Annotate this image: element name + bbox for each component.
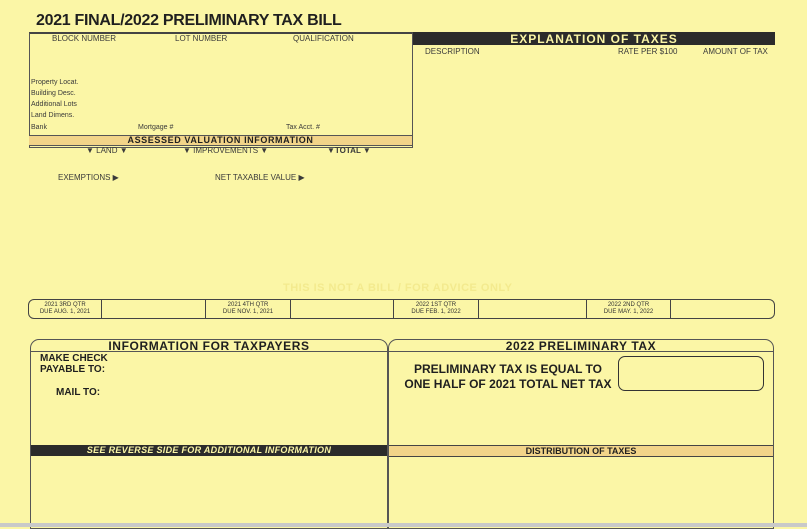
rate-per-100-label: RATE PER $100 <box>618 47 678 56</box>
installment-schedule <box>28 299 775 319</box>
preliminary-tax-header: 2022 PRELIMINARY TAX <box>505 339 657 353</box>
installment-period: 2021 4TH QTR <box>227 302 269 308</box>
property-location-label: Property Locat. <box>31 79 79 86</box>
page-bottom-edge <box>0 523 807 527</box>
installment-q3-2021 <box>29 300 101 318</box>
divider <box>290 300 291 318</box>
payable-to-label: PAYABLE TO: <box>40 364 106 375</box>
installment-period: 2022 2ND QTR <box>607 302 650 308</box>
amount-of-tax-label: AMOUNT OF TAX <box>703 47 768 56</box>
building-description-label: Building Desc. <box>31 90 76 97</box>
installment-period: 2022 1ST QTR <box>415 302 457 308</box>
taxpayer-info-header: INFORMATION FOR TAXPAYERS <box>108 339 310 353</box>
preliminary-note-line1: PRELIMINARY TAX IS EQUAL TO <box>413 362 603 376</box>
preliminary-tax-note <box>389 362 627 392</box>
bill-title: 2021 FINAL/2022 PRELIMINARY TAX BILL <box>36 12 342 29</box>
installment-q4-2021 <box>206 300 290 318</box>
see-reverse-side-banner: SEE REVERSE SIDE FOR ADDITIONAL INFORMATION <box>31 445 387 456</box>
net-taxable-value-label: NET TAXABLE VALUE ▶ <box>215 173 305 182</box>
exemptions-label: EXEMPTIONS ▶ <box>58 173 119 182</box>
installment-due-date: DUE NOV. 1, 2021 <box>222 309 274 315</box>
land-dimensions-label: Land Dimens. <box>31 112 75 119</box>
preliminary-note-line2: ONE HALF OF 2021 TOTAL NET TAX <box>404 377 612 391</box>
installment-q2-2022 <box>587 300 670 318</box>
installment-due-date: DUE AUG. 1, 2021 <box>39 309 91 315</box>
divider <box>478 300 479 318</box>
block-number-label: BLOCK NUMBER <box>52 34 117 43</box>
description-label: DESCRIPTION <box>425 47 480 56</box>
divider <box>670 300 671 318</box>
assessed-valuation-header: ASSESSED VALUATION INFORMATION <box>29 135 412 146</box>
installment-period: 2021 3RD QTR <box>44 302 86 308</box>
installment-q1-2022 <box>394 300 478 318</box>
property-info-box <box>29 32 413 148</box>
installment-due-date: DUE MAY. 1, 2022 <box>603 309 654 315</box>
explanation-of-taxes-header: EXPLANATION OF TAXES <box>413 32 775 45</box>
lot-number-label: LOT NUMBER <box>175 34 228 43</box>
divider <box>101 300 102 318</box>
additional-lots-label: Additional Lots <box>31 101 77 108</box>
tax-account-label: Tax Acct. # <box>286 124 320 131</box>
total-label: ▼TOTAL ▼ <box>327 146 371 155</box>
installment-due-date: DUE FEB. 1, 2022 <box>411 309 461 315</box>
make-check-label: MAKE CHECK <box>40 353 108 364</box>
preliminary-tax-amount-box <box>618 356 764 391</box>
mortgage-label: Mortgage # <box>138 124 174 131</box>
not-a-bill-watermark: THIS IS NOT A BILL / FOR ADVICE ONLY <box>283 282 513 294</box>
mail-to-label: MAIL TO: <box>56 387 101 398</box>
land-label: ▼ LAND ▼ <box>86 146 128 155</box>
distribution-of-taxes-header: DISTRIBUTION OF TAXES <box>389 445 773 457</box>
qualification-label: QUALIFICATION <box>293 34 354 43</box>
bank-label: Bank <box>31 124 47 131</box>
improvements-label: ▼ IMPROVEMENTS ▼ <box>183 146 269 155</box>
